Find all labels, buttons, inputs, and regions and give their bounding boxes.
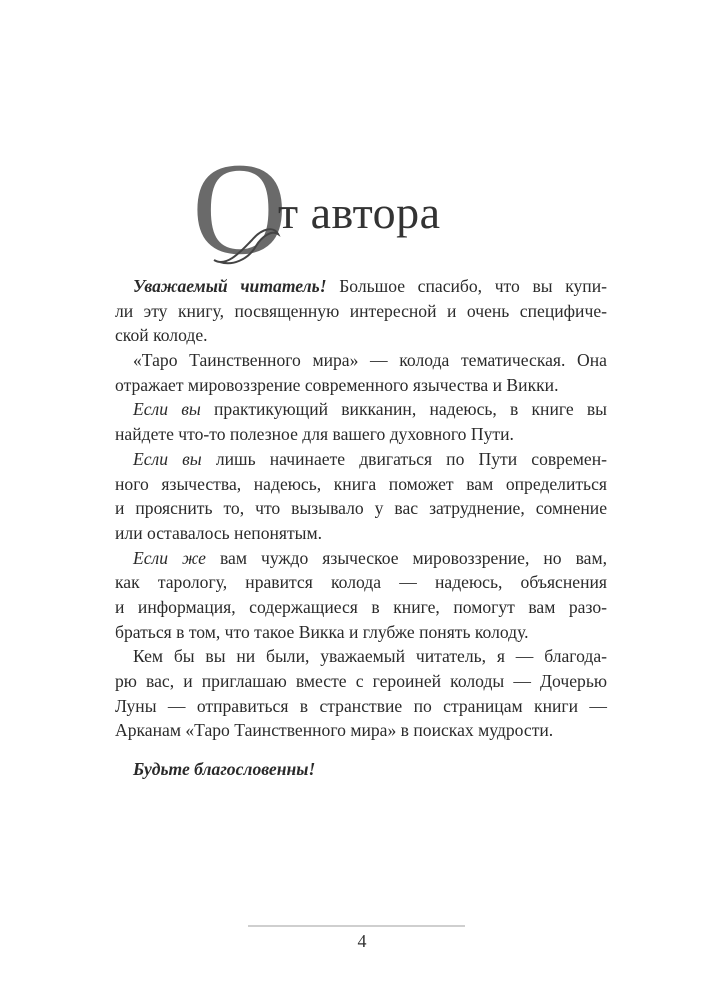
text-segment: практикующий викканин, надеюсь, в книге вы xyxy=(200,399,607,420)
footer-divider xyxy=(248,925,465,927)
text-line xyxy=(115,521,607,546)
text-segment: Луны — отправиться в странствие по страницам книги — xyxy=(115,695,607,716)
text-segment: вам чуждо языческое мировоззрение, но вам, xyxy=(205,547,607,568)
body-text xyxy=(115,274,607,782)
text-segment: браться в том, что такое Викка и глубже понять колоду. xyxy=(115,621,529,642)
text-line xyxy=(115,546,607,571)
text-line xyxy=(115,669,607,694)
text-segment: ли эту книгу, посвященную интересной и очень специфиче- xyxy=(115,300,607,321)
text-line xyxy=(115,299,607,324)
text-line xyxy=(115,348,607,373)
text-line xyxy=(115,397,607,422)
text-line xyxy=(115,570,607,595)
text-line xyxy=(115,644,607,669)
text-segment: «Таро Таинственного мира» — колода тематическая. Она xyxy=(133,350,607,371)
text-line xyxy=(115,274,607,299)
text-segment: лишь начинаете двигаться по Пути современ- xyxy=(201,448,607,469)
text-line xyxy=(115,694,607,719)
italic-text: Если вы xyxy=(133,399,201,420)
text-line xyxy=(115,496,607,521)
swash-ornament-icon xyxy=(212,220,282,270)
text-line xyxy=(115,757,607,782)
drop-initial: О xyxy=(192,135,288,282)
text-line xyxy=(115,373,607,398)
bold-italic-text: Будьте благословенны! xyxy=(133,759,316,780)
text-segment: или оставалось непонятым. xyxy=(115,522,323,543)
text-segment: найдете что-то полезное для вашего духовного Пути. xyxy=(115,424,514,445)
text-segment: Кем бы вы ни были, уважаемый читатель, я — благода- xyxy=(133,646,607,667)
text-line xyxy=(115,718,607,743)
title-text: т автора xyxy=(278,187,441,238)
text-line xyxy=(115,422,607,447)
text-segment: ного язычества, надеюсь, книга поможет вам определиться xyxy=(115,473,607,494)
text-segment: рю вас, и приглашаю вместе с героиней колоды — Дочерью xyxy=(115,671,607,691)
text-line xyxy=(115,472,607,497)
italic-text: Если вы xyxy=(133,448,202,469)
page-number: 4 xyxy=(357,931,367,951)
bold-italic-text: Уважаемый читатель! xyxy=(133,276,327,296)
text-line xyxy=(115,447,607,472)
text-segment: как тарологу, нравится колода — надеюсь, объяснения xyxy=(115,572,607,593)
text-segment: ской колоде. xyxy=(115,325,208,346)
italic-text: Если же xyxy=(133,547,206,568)
text-line xyxy=(115,323,607,348)
chapter-title xyxy=(192,135,532,282)
text-segment: Большое спасибо, что вы купи- xyxy=(326,276,607,296)
text-line xyxy=(115,620,607,645)
text-segment: Арканам «Таро Таинственного мира» в поисках мудрости. xyxy=(115,720,554,741)
text-segment: и информация, содержащиеся в книге, помогут вам разо- xyxy=(115,596,607,617)
text-segment: отражает мировоззрение современного язычества и Викки. xyxy=(115,374,559,395)
text-line xyxy=(115,595,607,620)
text-segment: и прояснить то, что вызывало у вас затруднение, сомнение xyxy=(115,498,607,519)
